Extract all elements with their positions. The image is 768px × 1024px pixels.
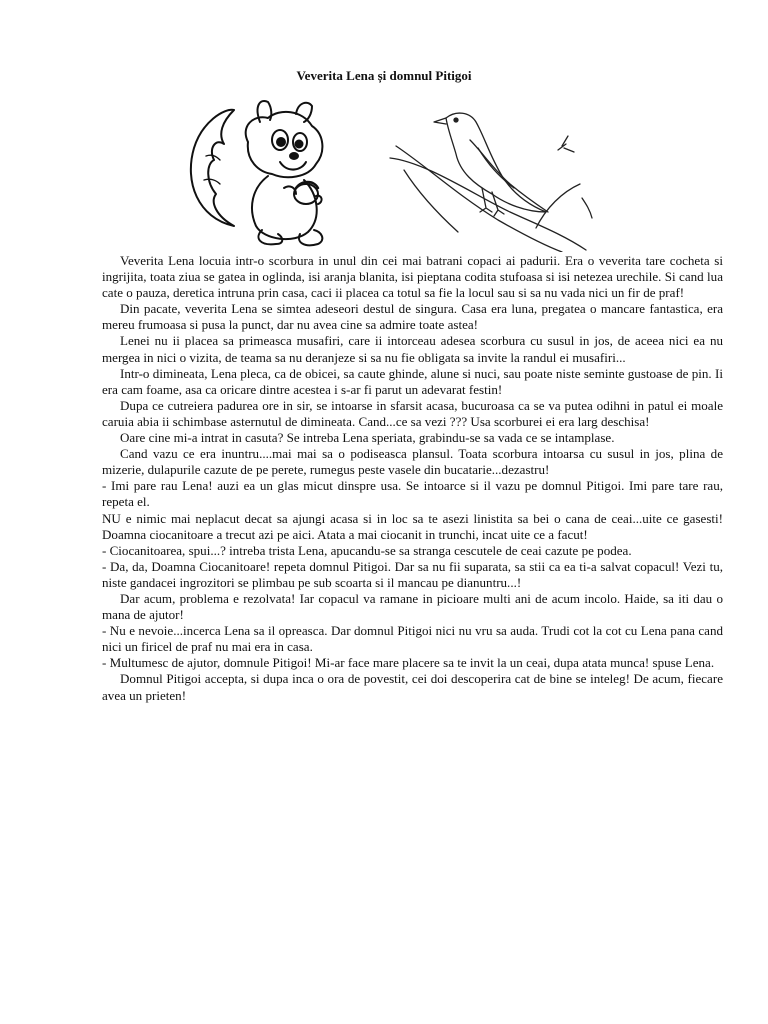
story-text <box>102 253 723 704</box>
paragraph: NU e nimic mai neplacut decat sa ajungi acasa si in loc sa te asezi linistita sa bei o cana de ceai...uite ce gasesti! Doamna ciocanitoare a trecut azi pe aici. Atata a mai ciocanit in trunchi, incat uite ce a facut! <box>102 510 723 542</box>
bird-drawing-icon <box>386 100 594 252</box>
paragraph: Domnul Pitigoi accepta, si dupa inca o ora de povestit, cei doi descoperira cat de bine se inteleg! De acum, fiecare avea un prieten! <box>102 671 723 703</box>
paragraph: Dupa ce cutreiera padurea ore in sir, se intoarse in sfarsit acasa, bucuroasa ca se va putea odihni in patul ei moale caruia abia ii schimbase asternutul de dimineata. Cand...ce sa vezi ??? Usa scorburei ei era larg deschisa! <box>102 397 723 429</box>
paragraph: Din pacate, veverita Lena se simtea adeseori destul de singura. Casa era luna, pregatea o mancare fantastica, era mereu frumoasa si pusa la punct, dar nu avea cine sa admire toate astea! <box>102 301 723 333</box>
paragraph: Lenei nu ii placea sa primeasca musafiri, care ii intorceau adesea scorbura cu susul in jos, de aceea nici ea nu mergea in nici o vizita, de teama sa nu deranjeze si sa nu fie obligata sa invite la randul ei musafiri... <box>102 333 723 365</box>
paragraph: - Imi pare rau Lena! auzi ea un glas micut dinspre usa. Se intoarce si il vazu pe domnul Pitigoi. Imi pare tare rau, repeta el. <box>102 478 723 510</box>
paragraph: Cand vazu ce era inuntru....mai mai sa o podiseasca plansul. Toata scorbura intoarsa cu susul in jos, plina de mizerie, dulapurile cazute de pe perete, rumegus peste vasele din bucatarie...dezastru! <box>102 446 723 478</box>
paragraph: Dar acum, problema e rezolvata! Iar copacul va ramane in picioare multi ani de acum incolo. Haide, sa iti dau o mana de ajutor! <box>102 590 723 623</box>
paragraph: - Ciocanitoarea, spui...? intreba trista Lena, apucandu-se sa stranga cescutele de ceai cazute pe podea. <box>102 542 632 558</box>
squirrel-drawing-icon <box>176 98 354 250</box>
paragraph: Intr-o dimineata, Lena pleca, ca de obicei, sa caute ghinde, alune si nuci, sau poate niste seminte gustoase de pin. Ii era cam foame, asa ca oricare dintre acestea i s-ar fi parut un adevarat festin! <box>102 365 723 397</box>
paragraph: - Da, da, Doamna Ciocanitoare! repeta domnul Pitigoi. Dar sa nu fii suparata, sa stii ca ea ti-a salvat copacul! Vezi tu, niste gandacei ingrozitori se plimbau pe sub scoarta si il mancau pe dianuntru...! <box>102 558 723 590</box>
paragraph: - Nu e nevoie...incerca Lena sa il opreasca. Dar domnul Pitigoi nici nu vru sa auda. Trudi cot la cot cu Lena pana cand nici un firicel de praf nu mai era in casa. <box>102 623 723 655</box>
document-title: Veverita Lena și domnul Pitigoi <box>296 68 472 83</box>
paragraph: Oare cine mi-a intrat in casuta? Se intreba Lena speriata, grabindu-se sa vada ce se intamplase. <box>120 430 615 446</box>
paragraph: - Multumesc de ajutor, domnule Pitigoi! Mi-ar face mare placere sa te invit la un ceai, dupa atata munca! spuse Lena. <box>102 655 715 671</box>
paragraph: Veverita Lena locuia intr-o scorbura in unul din cei mai batrani copaci ai padurii. Era o veverita tare cocheta si ingrijita, toata ziua se gatea in oglinda, isi aranja blanita, isi pieptana codita stufoasa si isi netezea urechile. Si cand lua cate o pauza, deretica intruna prin casa, caci ii placea ca totul sa fie la locul sau si sa nu vada nici un fir de praf! <box>102 253 723 301</box>
